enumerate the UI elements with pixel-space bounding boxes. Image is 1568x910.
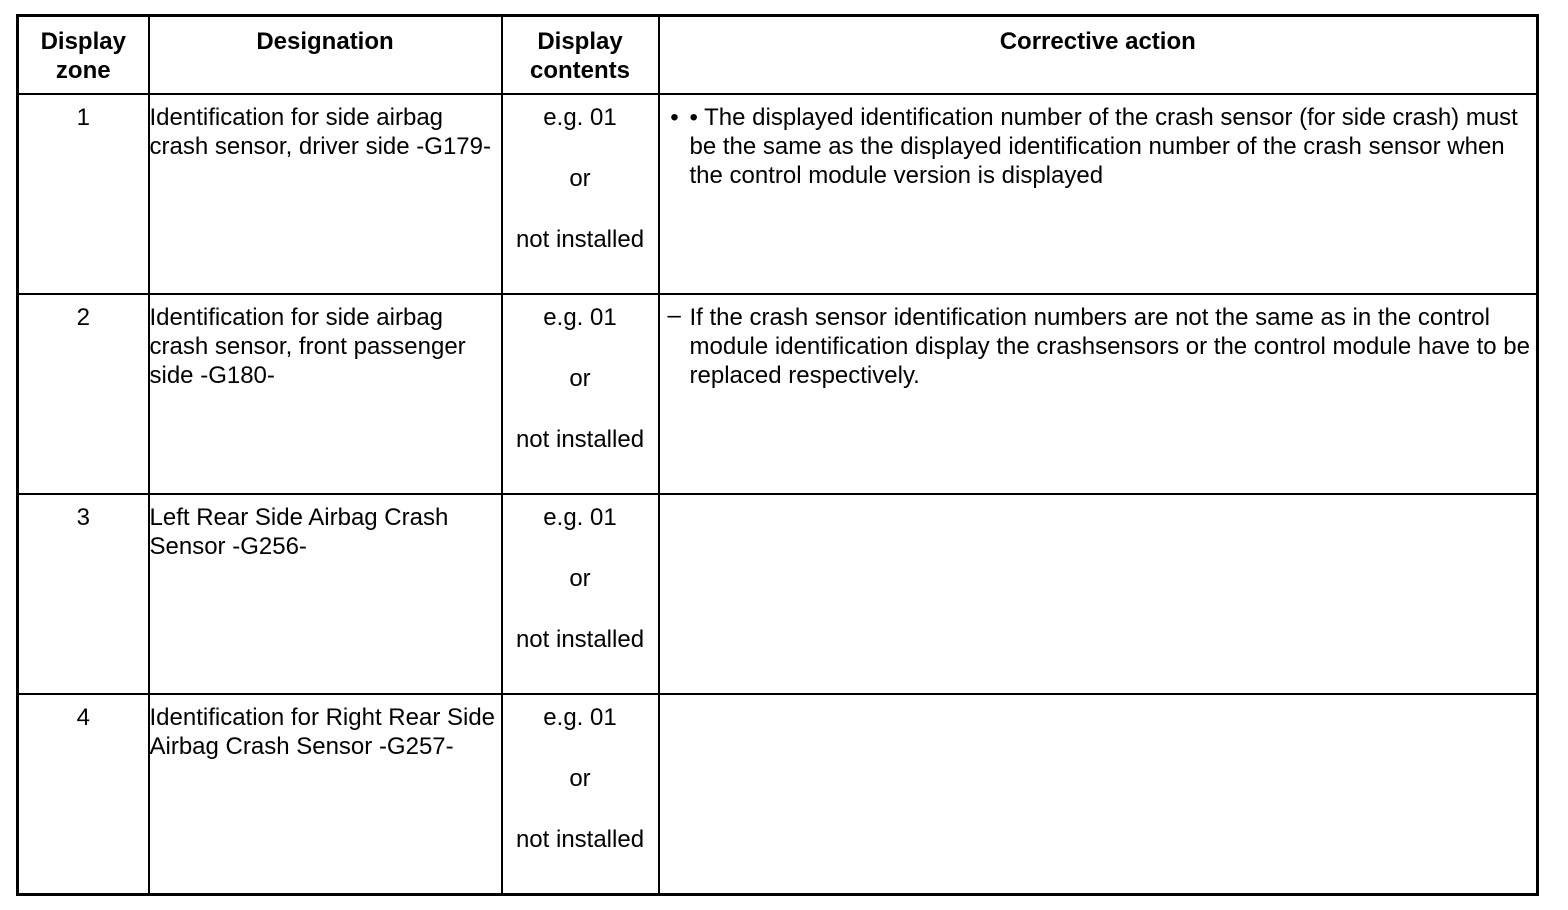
display-contents-cell xyxy=(502,694,659,894)
contents-or: or xyxy=(569,765,591,793)
display-contents-cell xyxy=(502,294,659,494)
corrective-action-cell xyxy=(659,694,1538,894)
contents-not-installed: not installed xyxy=(515,425,645,453)
table-row xyxy=(18,494,1538,694)
header-designation: Designation xyxy=(149,16,502,94)
contents-example: e.g. 01 xyxy=(543,704,617,732)
contents-or: or xyxy=(569,364,591,392)
display-contents-cell xyxy=(502,94,659,294)
action-text: • The displayed identification number of the crash sensor (for side crash) must be the same as the displayed identification number of the crash sensor when the control module version is displayed xyxy=(689,103,1518,189)
display-contents-cell xyxy=(502,494,659,694)
display-zones-table xyxy=(16,14,1539,896)
dash-icon: – xyxy=(667,301,681,329)
contents-or: or xyxy=(569,565,591,592)
contents-not-installed: not installed xyxy=(515,225,645,253)
header-display-zone: Display zone xyxy=(18,16,149,94)
corrective-action-cell xyxy=(659,494,1538,694)
designation-cell: Identification for Right Rear Side Airbag Crash Sensor -G257- xyxy=(149,694,502,894)
display-zone-cell: 3 xyxy=(18,494,149,694)
corrective-action-cell xyxy=(659,294,1538,494)
corrective-action-cell xyxy=(659,94,1538,294)
designation-cell: Identification for side airbag crash sensor, driver side -G179- xyxy=(149,94,502,294)
contents-example: e.g. 01 xyxy=(543,303,617,331)
contents-example: e.g. 01 xyxy=(543,504,617,531)
display-zone-cell: 4 xyxy=(18,694,149,894)
display-zone-cell: 2 xyxy=(18,294,149,494)
contents-or: or xyxy=(569,164,591,192)
contents-not-installed: not installed xyxy=(515,626,645,653)
action-bullet-item xyxy=(660,103,1537,190)
header-row xyxy=(18,16,1538,94)
table-row xyxy=(18,694,1538,894)
contents-not-installed: not installed xyxy=(515,826,645,854)
contents-example: e.g. 01 xyxy=(543,103,617,131)
table-row xyxy=(18,294,1538,494)
designation-cell: Left Rear Side Airbag Crash Sensor -G256- xyxy=(149,494,502,694)
bullet-icon: • xyxy=(670,103,679,131)
header-display-contents: Display contents xyxy=(502,16,659,94)
designation-cell: Identification for side airbag crash sensor, front passenger side -G180- xyxy=(149,294,502,494)
action-text: If the crash sensor identification numbers are not the same as in the control module identification display the crashsensors or the control module have to be replaced respectively. xyxy=(689,303,1530,389)
header-corrective-action: Corrective action xyxy=(659,16,1538,94)
table-row xyxy=(18,94,1538,294)
display-zone-cell: 1 xyxy=(18,94,149,294)
action-dash-item xyxy=(660,303,1537,390)
